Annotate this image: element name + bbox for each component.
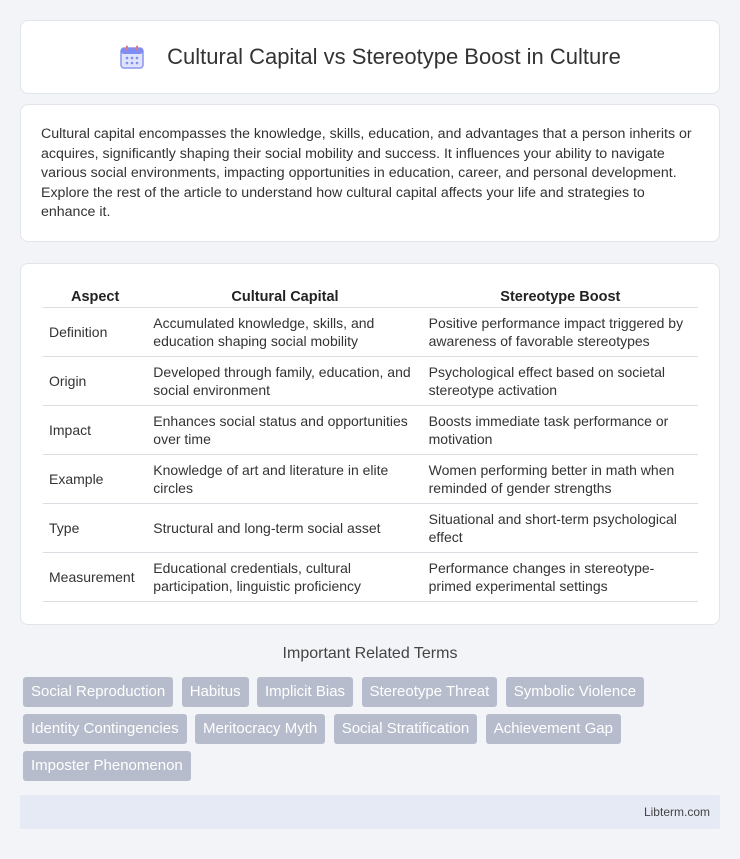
related-terms-list (23, 677, 723, 788)
row-stereotype-boost: Situational and short-term psychological effect (423, 504, 698, 553)
calendar-icon (119, 44, 145, 70)
row-cultural-capital: Developed through family, education, and social environment (147, 357, 422, 406)
page-title: Cultural Capital vs Stereotype Boost in Culture (167, 44, 621, 69)
row-stereotype-boost: Psychological effect based on societal stereotype activation (423, 357, 698, 406)
tag-habitus[interactable]: Habitus (182, 677, 249, 707)
comparison-table (43, 286, 698, 602)
row-aspect: Definition (43, 308, 147, 357)
tag-social-stratification[interactable]: Social Stratification (334, 714, 478, 744)
row-cultural-capital: Educational credentials, cultural participation, linguistic proficiency (147, 553, 422, 602)
table-row (43, 455, 698, 504)
table-row (43, 406, 698, 455)
table-row (43, 357, 698, 406)
tag-meritocracy-myth[interactable]: Meritocracy Myth (195, 714, 325, 744)
row-stereotype-boost: Positive performance impact triggered by awareness of favorable stereotypes (423, 308, 698, 357)
table-row (43, 504, 698, 553)
row-cultural-capital: Enhances social status and opportunities over time (147, 406, 422, 455)
tag-implicit-bias[interactable]: Implicit Bias (257, 677, 353, 707)
table-row (43, 308, 698, 357)
row-cultural-capital: Structural and long-term social asset (147, 504, 422, 553)
footer (20, 795, 720, 829)
row-stereotype-boost: Boosts immediate task performance or motivation (423, 406, 698, 455)
row-aspect: Example (43, 455, 147, 504)
footer-site-link[interactable]: Libterm.com (643, 805, 710, 819)
row-cultural-capital: Knowledge of art and literature in elite circles (147, 455, 422, 504)
tag-imposter-phenomenon[interactable]: Imposter Phenomenon (23, 751, 191, 781)
tag-stereotype-threat[interactable]: Stereotype Threat (362, 677, 498, 707)
tag-identity-contingencies[interactable]: Identity Contingencies (23, 714, 187, 744)
table-row (43, 553, 698, 602)
tag-achievement-gap[interactable]: Achievement Gap (486, 714, 621, 744)
row-aspect: Origin (43, 357, 147, 406)
tag-social-reproduction[interactable]: Social Reproduction (23, 677, 173, 707)
row-stereotype-boost: Women performing better in math when reminded of gender strengths (423, 455, 698, 504)
row-cultural-capital: Accumulated knowledge, skills, and education shaping social mobility (147, 308, 422, 357)
intro-text: Cultural capital encompasses the knowledge, skills, education, and advantages that a person inherits or acquires, significantly shaping their social mobility and success. It influences your ability to navigate various social environments, impacting opportunities in education, career, and personal development. Explore the rest of the article to understand how cultural capital affects your life and strategies to enhance it. (41, 126, 692, 220)
column-header-aspect: Aspect (43, 286, 147, 308)
tag-symbolic-violence[interactable]: Symbolic Violence (506, 677, 644, 707)
intro-card (20, 104, 720, 242)
related-terms-title: Important Related Terms (282, 645, 458, 662)
header-card (20, 20, 720, 94)
column-header-cultural-capital: Cultural Capital (147, 286, 422, 308)
row-aspect: Measurement (43, 553, 147, 602)
row-stereotype-boost: Performance changes in stereotype-primed experimental settings (423, 553, 698, 602)
comparison-card (20, 263, 720, 625)
row-aspect: Type (43, 504, 147, 553)
table-header-row (43, 286, 698, 308)
column-header-stereotype-boost: Stereotype Boost (423, 286, 698, 308)
row-aspect: Impact (43, 406, 147, 455)
